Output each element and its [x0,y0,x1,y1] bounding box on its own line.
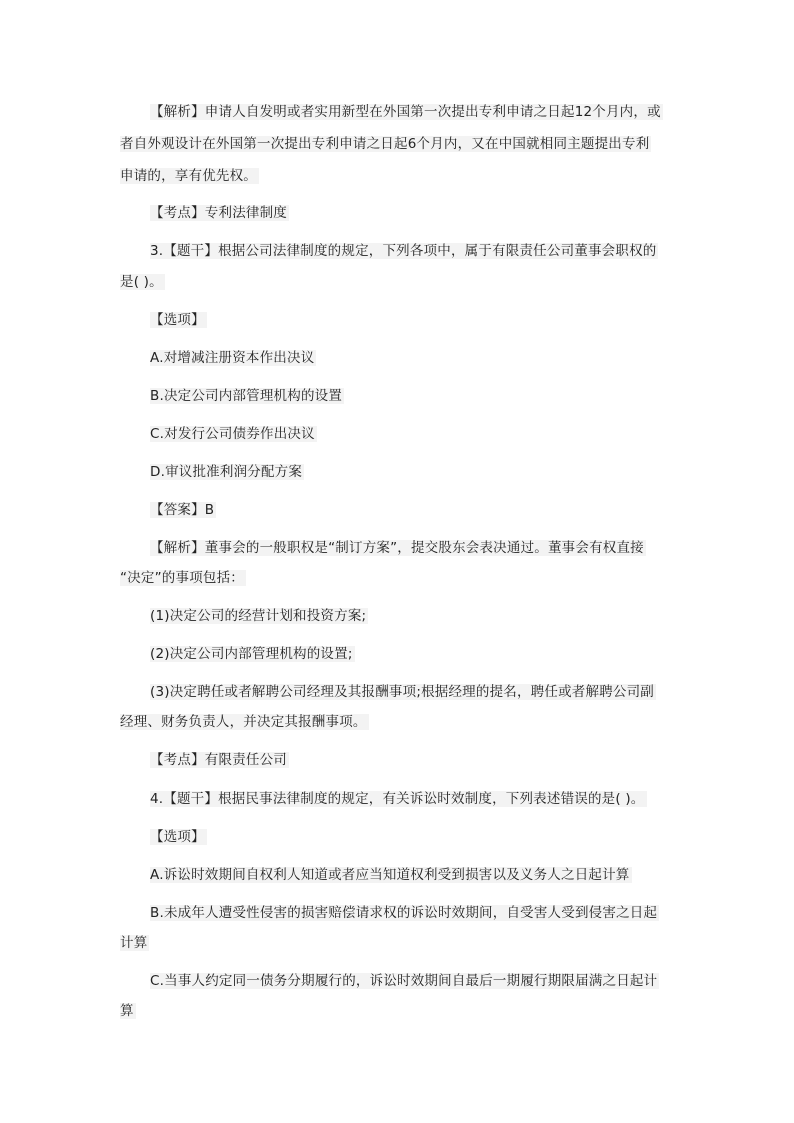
question-3-option-d: D.审议批准利润分配方案 [150,464,303,480]
question-3-analysis-line-1: 【解析】董事会的一般职权是“制订方案”，提交股东会表决通过。董事会有权直接 [150,540,644,556]
analysis-paragraph-1-line-3: 申请的，享有优先权。 [120,168,257,184]
analysis-paragraph-1-line-1: 【解析】申请人自发明或者实用新型在外国第一次提出专利申请之日起12个月内，或 [150,104,661,120]
question-4-option-a: A.诉讼时效期间自权利人知道或者应当知道权利受到损害以及义务人之日起计算 [150,867,630,883]
question-3-answer: 【答案】B [150,502,215,518]
question-4-option-c-line-2: 算 [120,1003,134,1019]
question-3-option-a: A.对增减注册资本作出决议 [150,350,315,366]
question-4-option-b-line-1: B.未成年人遭受性侵害的损害赔偿请求权的诉讼时效期间，自受害人受到侵害之日起 [150,905,658,921]
question-4-option-b-line-2: 计算 [120,935,148,951]
question-3-analysis-item-1: (1)决定公司的经营计划和投资方案; [150,608,367,624]
question-3-analysis-item-2: (2)决定公司内部管理机构的设置; [150,646,353,662]
analysis-paragraph-1-line-2: 者自外观设计在外国第一次提出专利申请之日起6个月内，又在中国就相同主题提出专利 [120,136,650,152]
question-4-option-c-line-1: C.当事人约定同一债务分期履行的，诉讼时效期间自最后一期履行期限届满之日起计 [150,973,658,989]
key-point-2: 【考点】有限责任公司 [150,752,287,768]
question-3-stem-line-2: 是( )。 [120,274,163,290]
question-3-options-label: 【选项】 [150,312,205,328]
key-point-1: 【考点】专利法律制度 [150,205,287,221]
question-3-analysis-line-2: “决定”的事项包括： [120,570,244,586]
question-3-stem-line-1: 3.【题干】根据公司法律制度的规定，下列各项中，属于有限责任公司董事会职权的 [150,243,657,259]
question-4-options-label: 【选项】 [150,829,205,845]
question-3-option-b: B.决定公司内部管理机构的设置 [150,388,343,404]
question-4-stem: 4.【题干】根据民事法律制度的规定，有关诉讼时效制度，下列表述错误的是( )。 [150,791,645,807]
question-3-option-c: C.对发行公司债券作出决议 [150,426,315,442]
question-3-analysis-item-3-line-1: (3)决定聘任或者解聘公司经理及其报酬事项;根据经理的提名，聘任或者解聘公司副 [150,684,654,700]
question-3-analysis-item-3-line-2: 经理、财务负责人，并决定其报酬事项。 [120,714,367,730]
